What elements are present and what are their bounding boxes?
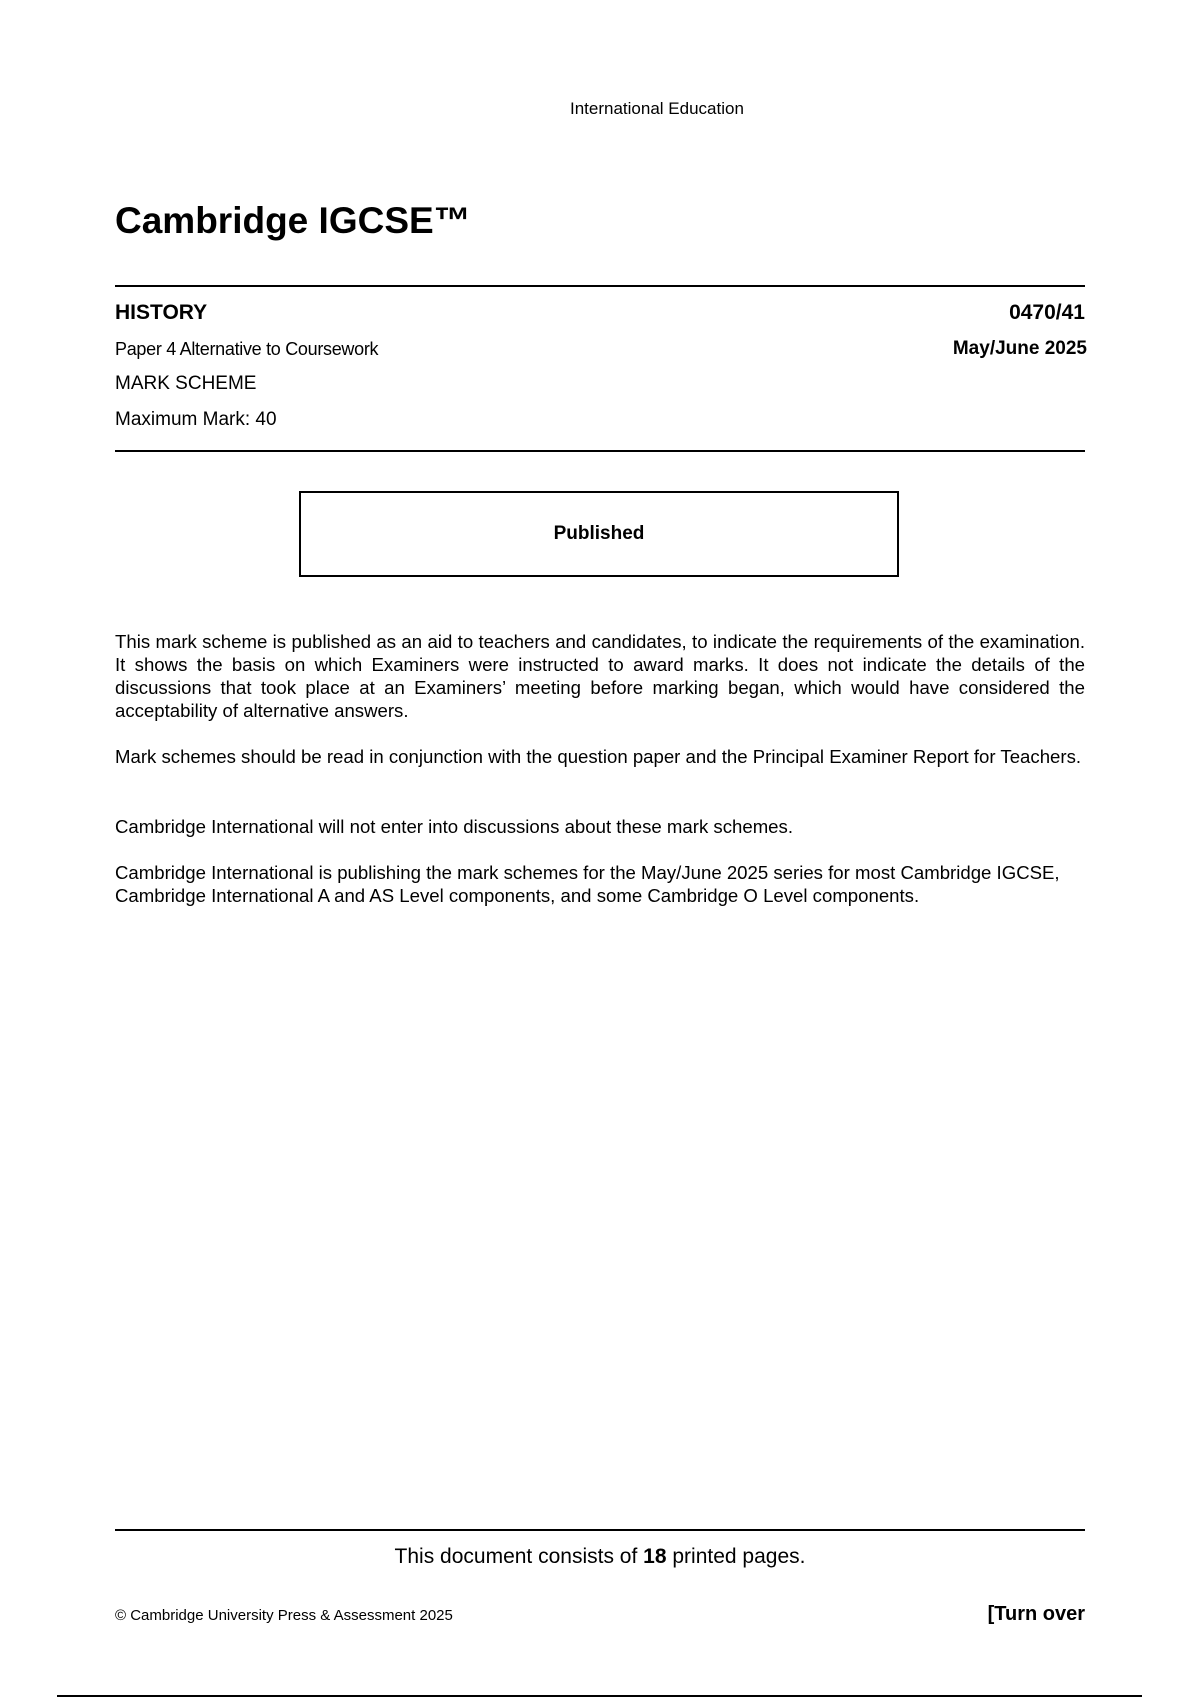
discussion-note-paragraph: Cambridge International will not enter into discussions about these mark schemes. [115,816,793,837]
middle-divider [115,450,1085,452]
page-count-prefix: This document consists of [394,1545,638,1568]
intro-paragraph: This mark scheme is published as an aid to teachers and candidates, to indicate the requirements of the examination. It shows the basis on which Examiners were instructed to award marks. It does not indicate the details of the discussions that took place at an Examiners’ meeting before marking began, which would have considered the acceptability of alternative answers. [115,631,1085,721]
page-bottom-edge-line [57,1695,1142,1697]
bottom-divider [115,1529,1085,1531]
subject-label: HISTORY [115,301,208,324]
published-label: Published [553,523,645,544]
document-title: Cambridge IGCSE™ [115,200,471,241]
document-type: MARK SCHEME [115,373,257,394]
page-count-suffix: printed pages. [672,1545,806,1568]
turn-over-label: [Turn over [987,1603,1085,1625]
component-code: 0470/41 [1009,301,1085,324]
copyright-notice: © Cambridge University Press & Assessment 2025 [115,1607,453,1624]
maximum-mark: Maximum Mark: 40 [115,409,277,430]
top-divider [115,285,1085,287]
paper-title: Paper 4 Alternative to Coursework [115,339,379,359]
page-count-number: 18 [643,1545,667,1568]
page-count-note [0,1545,1200,1569]
header-org-text: International Education [570,99,744,114]
published-status-box [299,491,899,577]
reading-note-paragraph: Mark schemes should be read in conjunction with the question paper and the Principal Examiner Report for Teachers. [115,746,1082,767]
clipped-header-text [560,94,800,114]
publishing-note-paragraph: Cambridge International is publishing the mark schemes for the May/June 2025 series for most Cambridge IGCSE, Cambridge International A and AS Level components, and some Cambridge O Level components. [115,862,1060,906]
exam-series: May/June 2025 [952,338,1087,359]
